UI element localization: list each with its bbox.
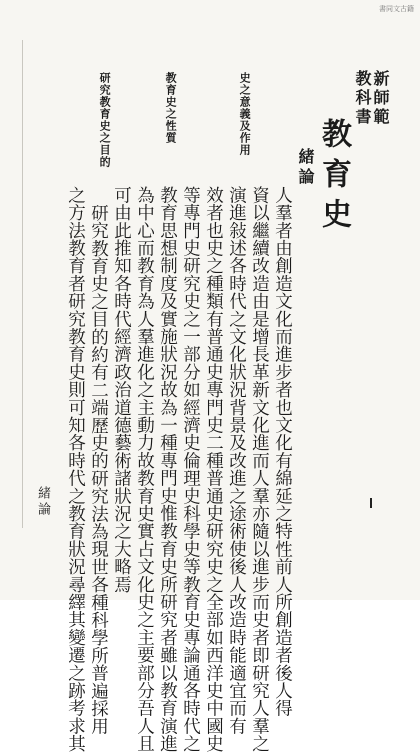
body-line-10: 之方法教育者研究教育史則可知各時代之教育狀況尋繹其變遷之跡考求其 bbox=[65, 186, 86, 752]
margin-note-meaning: 史之意義及作用 bbox=[238, 72, 252, 156]
body-line-4: 效者也史之種類有普通史專門史二種普通史研究史之全部如西洋史中國史 bbox=[203, 186, 224, 752]
body-line-2: 資以繼續改造由是增長革新文化進而人羣亦隨以進步而史者即研究人羣之 bbox=[249, 186, 270, 752]
left-margin-rule bbox=[22, 40, 23, 528]
page-number bbox=[370, 498, 372, 508]
body-line-5: 等專門史研究史之一部分如經濟史倫理史科學史等教育史專論通各時代之 bbox=[180, 186, 201, 752]
margin-note-purpose: 研究教育史之目的 bbox=[98, 72, 112, 168]
body-line-8: 可由此推知各時代經濟政治道德藝術諸狀況之大略焉 bbox=[111, 186, 132, 594]
series-label-top: 新師範 bbox=[371, 70, 390, 127]
book-title: 教育史 bbox=[316, 118, 351, 238]
body-line-9: 研究教育史之目的約有二端歷史的研究法為現世各種科學所普遍採用 bbox=[88, 204, 109, 735]
body-line-1: 人羣者由創造文化而進步者也文化有綿延之特性前人所創造者後人得 bbox=[272, 186, 293, 717]
footer-chapter-label: 緒論 bbox=[35, 486, 50, 518]
margin-note-nature: 教育史之性質 bbox=[164, 72, 178, 144]
body-line-7: 為中心而教育為人羣進化之主動力故教育史實占文化史之主要部分吾人且 bbox=[134, 186, 155, 752]
series-label-bottom: 教科書 bbox=[353, 70, 372, 127]
body-line-6: 教育思想制度及實施狀況故為一種專門史惟教育史所研究者雖以教育演進 bbox=[157, 186, 178, 752]
section-title: 緒論 bbox=[296, 148, 315, 188]
body-line-3: 演進敍述各時代之文化狀況背景及改進之途術使後人改造時能適宜而有 bbox=[226, 186, 247, 735]
watermark: 書同文古籍 bbox=[379, 5, 414, 13]
